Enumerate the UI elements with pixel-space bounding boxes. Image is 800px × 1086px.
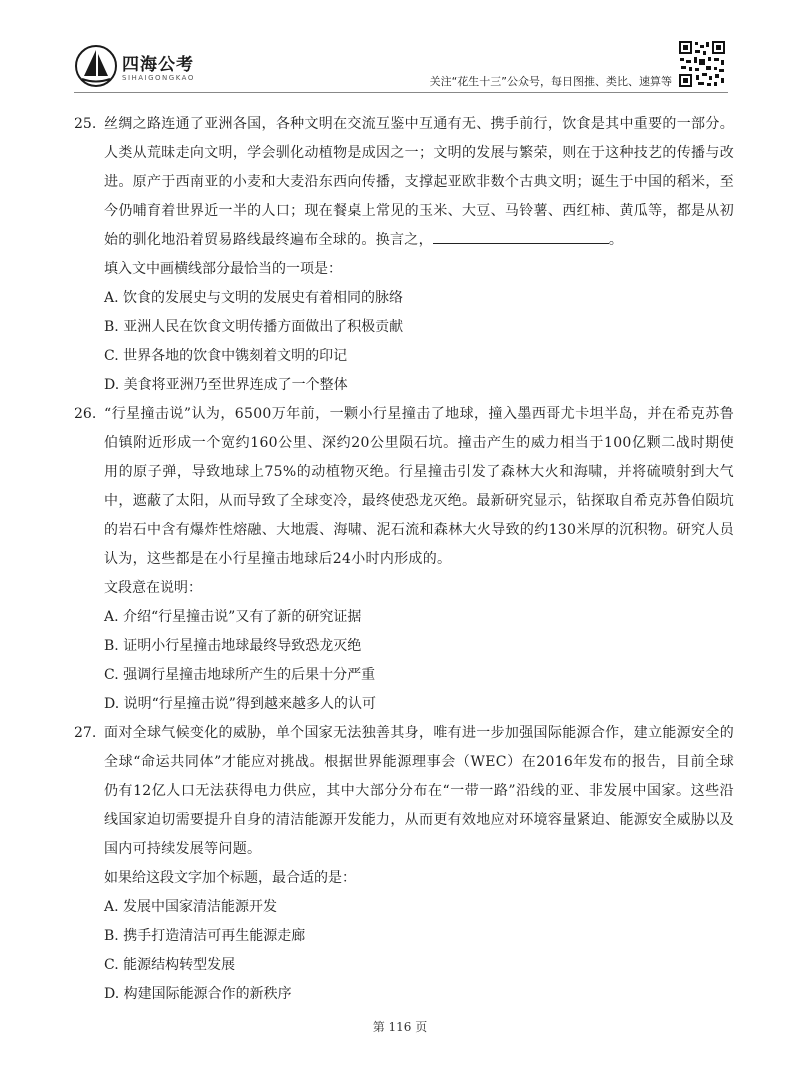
- option-d: D. 说明“行星撞击说”得到越来越多人的认可: [104, 696, 376, 712]
- stem-text: 丝绸之路连通了亚洲各国，各种文明在交流互鉴中互通有无、携手前行，饮食是其中重要的一部分。人类从荒昧走向文明，学会驯化动植物是成因之一；文明的发展与繁荣，则在于这种技艺的传播与改进。原产于西南亚的小麦和大麦沿东西向传播，支撑起亚欧非数个古典文明；诞生于中国的稻米，至今仍哺育着世界近一半的人口；现在餐桌上常见的玉米、大豆、马铃薯、西红柿、黄瓜等，都是从初始的驯化地沿着贸易路线最终遍布全球的。换言之，: [104, 116, 734, 248]
- question-stem: 面对全球气候变化的威胁，单个国家无法独善其身，唯有进一步加强国际能源合作，建立能源安全的全球“命运共同体”才能应对挑战。根据世界能源理事会（WEC）在2016年发布的报告，目前全球仍有12亿人口无法获得电力供应，其中大部分分布在“一带一路”沿线的亚、非发展中国家。这些沿线国家迫切需要提升自身的清洁能源开发能力，从而更有效地应对环境容量紧迫、能源安全威胁以及国内可持续发展等问题。: [104, 725, 734, 857]
- brand-logo: [74, 44, 234, 92]
- option-c: C. 强调行星撞击地球所产生的后果十分严重: [104, 667, 376, 683]
- question-number: 27.: [74, 725, 97, 741]
- option-a: A. 饮食的发展史与文明的发展史有着相同的脉络: [104, 290, 404, 306]
- question-number: 26.: [74, 406, 97, 422]
- question-prompt: 填入文中画横线部分最恰当的一项是：: [104, 261, 342, 277]
- brand-name-en: SIHAIGONGKAO: [122, 74, 195, 82]
- question-26: [74, 400, 734, 719]
- question-25: [74, 110, 734, 400]
- option-d: D. 美食将亚洲乃至世界连成了一个整体: [104, 377, 348, 393]
- question-list: [74, 110, 734, 1009]
- sailboat-logo-icon: [74, 44, 118, 88]
- question-prompt: 文段意在说明：: [104, 580, 202, 596]
- page-header: [0, 0, 800, 100]
- option-a: A. 介绍“行星撞击说”又有了新的研究证据: [104, 609, 362, 625]
- option-b: B. 亚洲人民在饮食文明传播方面做出了积极贡献: [104, 319, 404, 335]
- stem-text-end: 。: [608, 232, 624, 248]
- follow-notice: 关注“花生十三”公众号，每日图推、类比、速算等: [429, 75, 672, 88]
- brand-name: 四海公考: [122, 55, 194, 75]
- option-d: D. 构建国际能源合作的新秩序: [104, 986, 292, 1002]
- question-number: 25.: [74, 116, 97, 132]
- qr-code-icon: [678, 40, 726, 88]
- question-stem: [104, 110, 734, 255]
- question-27: [74, 719, 734, 1009]
- question-prompt: 如果给这段文字加个标题，最合适的是：: [104, 870, 356, 886]
- option-b: B. 证明小行星撞击地球最终导致恐龙灭绝: [104, 638, 362, 654]
- answer-blank: [433, 229, 609, 244]
- option-c: C. 世界各地的饮食中镌刻着文明的印记: [104, 348, 348, 364]
- option-b: B. 携手打造清洁可再生能源走廊: [104, 928, 306, 944]
- option-a: A. 发展中国家清洁能源开发: [104, 899, 278, 915]
- question-stem: “行星撞击说”认为，6500万年前，一颗小行星撞击了地球，撞入墨西哥尤卡坦半岛，并在希克苏鲁伯镇附近形成一个宽约160公里、深约20公里陨石坑。撞击产生的威力相当于100亿颗二战时期使用的原子弹，导致地球上75%的动植物灭绝。行星撞击引发了森林大火和海啸，并将硫喷射到大气中，遮蔽了太阳，从而导致了全球变冷，最终使恐龙灭绝。最新研究显示，钻探取自希克苏鲁伯陨坑的岩石中含有爆炸性熔融、大地震、海啸、泥石流和森林大火导致的约130米厚的沉积物。研究人员认为，这些都是在小行星撞击地球后24小时内形成的。: [104, 406, 734, 567]
- option-c: C. 能源结构转型发展: [104, 957, 236, 973]
- header-divider: [74, 92, 728, 93]
- page-number: 第 116 页: [372, 1020, 428, 1034]
